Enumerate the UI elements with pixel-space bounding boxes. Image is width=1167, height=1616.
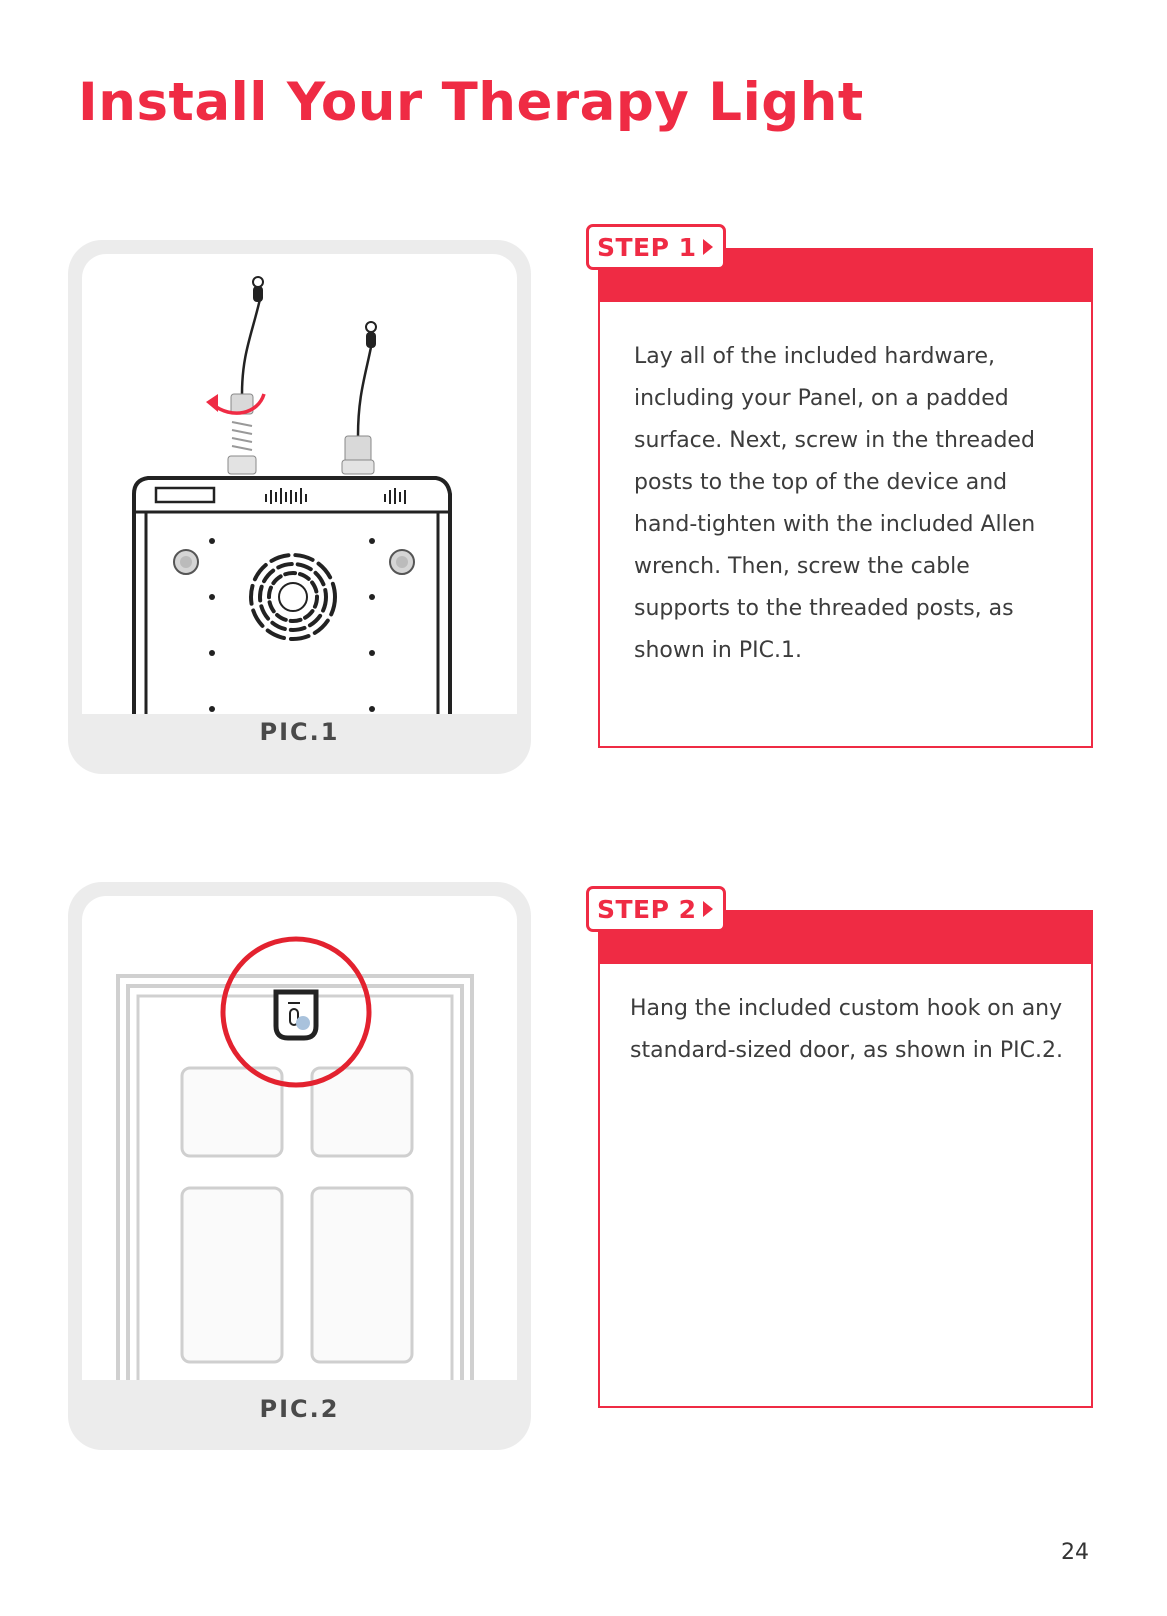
step-2-text: Hang the included custom hook on any standard-sized door, as shown in PIC.2. [630,996,1063,1063]
page-number: 24 [1061,1540,1089,1565]
step-1-label: STEP 1 [597,232,697,262]
pic-1-card [68,240,531,774]
play-arrow-icon [703,901,713,917]
door-hook-illustration [82,896,517,1380]
step-1-text: Lay all of the included hardware, including your Panel, on a padded surface. Next, screw in the threaded posts to the top of the device and hand-tighten with the included Allen wrench. Then, screw the cable supports to the threaded posts, as shown in PIC.1. [634,344,1036,663]
step-2-tag [586,886,726,932]
pic-1-illustration [82,254,517,714]
page-title: Install Your Therapy Light [78,72,864,133]
pic-1-caption: PIC.1 [259,718,340,746]
step-2-label: STEP 2 [597,894,697,924]
panel-installation-illustration [82,254,517,714]
pic-2-illustration [82,896,517,1380]
play-arrow-icon [703,239,713,255]
pic-2-card [68,882,531,1450]
step-1-tag [586,224,726,270]
step-1-box [597,232,1093,748]
step-2-box [597,894,1093,1408]
pic-2-caption: PIC.2 [259,1395,340,1423]
